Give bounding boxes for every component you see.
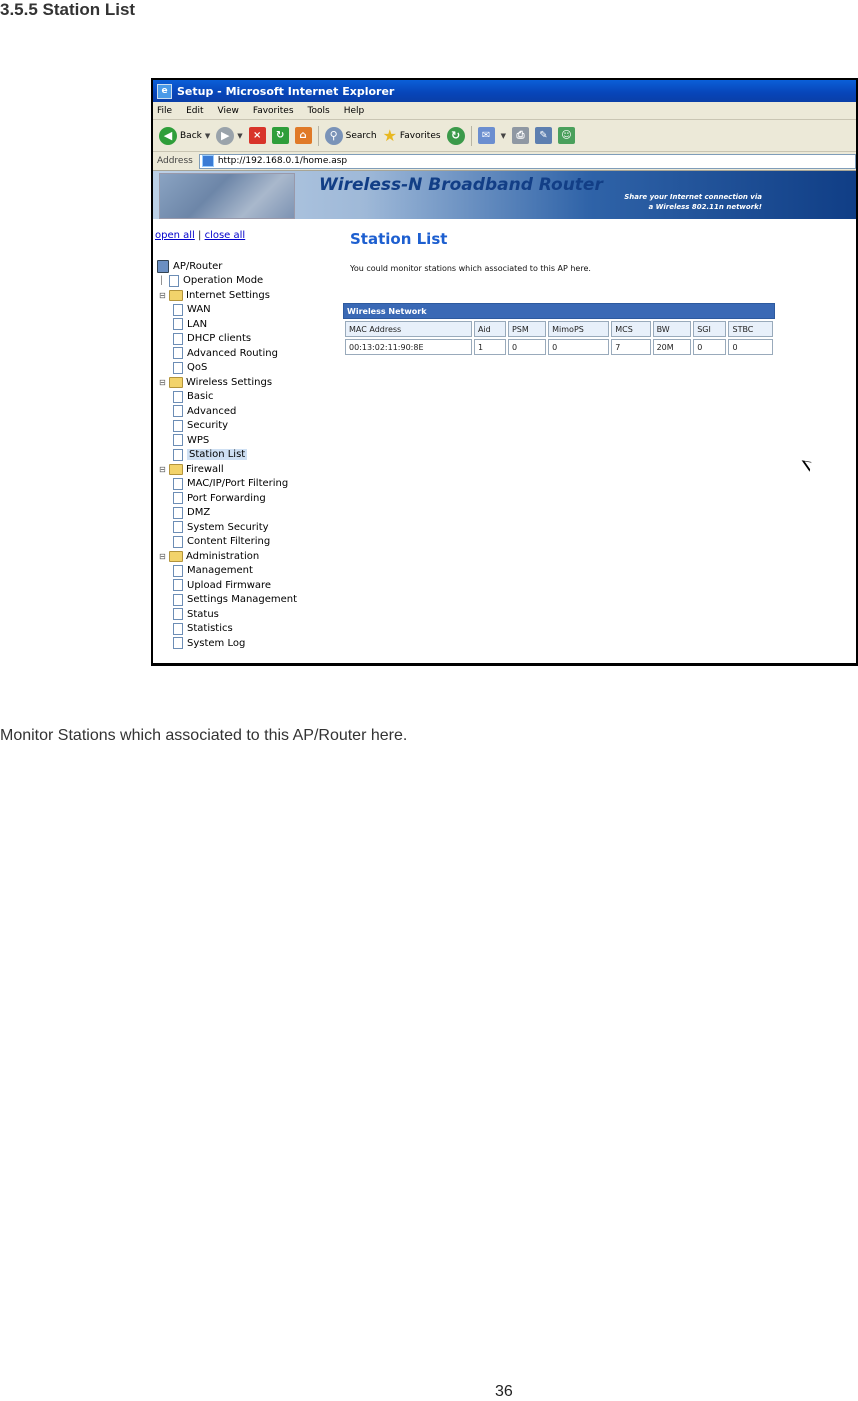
tree-item[interactable] <box>155 332 340 347</box>
tree-item[interactable] <box>155 303 340 318</box>
document-icon <box>173 405 183 417</box>
tree-label: Wireless Settings <box>186 376 273 388</box>
column-header: PSM <box>508 321 546 337</box>
tree-item[interactable] <box>155 274 340 289</box>
folder-icon <box>169 464 183 475</box>
tree-item[interactable] <box>155 361 340 376</box>
table-cell: 00:13:02:11:90:8E <box>345 339 472 355</box>
menu-edit[interactable]: Edit <box>186 105 204 116</box>
tree-root[interactable] <box>155 259 340 274</box>
document-icon <box>173 318 183 330</box>
document-icon <box>173 391 183 403</box>
document-icon <box>173 362 183 374</box>
back-button[interactable] <box>159 127 210 145</box>
close-all-link[interactable]: close all <box>204 230 246 241</box>
table-caption: Wireless Network <box>343 303 775 319</box>
tree-label: Internet Settings <box>186 289 270 301</box>
tree-folder[interactable] <box>155 288 340 303</box>
tree-label: Status <box>187 608 219 620</box>
search-icon: ⚲ <box>325 127 343 145</box>
stop-icon[interactable]: × <box>249 127 266 144</box>
tree-label: WPS <box>187 434 210 446</box>
star-icon: ★ <box>382 126 397 145</box>
tree-label: Content Filtering <box>187 536 271 548</box>
document-icon <box>173 637 183 649</box>
document-icon <box>173 449 183 461</box>
table-cell: 0 <box>693 339 726 355</box>
tree-item[interactable] <box>155 607 340 622</box>
toolbar-separator <box>471 126 472 146</box>
document-icon <box>169 275 179 287</box>
tree-links <box>155 230 340 241</box>
document-icon <box>173 579 183 591</box>
document-icon <box>173 608 183 620</box>
dropdown-arrow-icon: ▼ <box>237 131 243 140</box>
tree-label: MAC/IP/Port Filtering <box>187 478 289 490</box>
menu-file[interactable]: File <box>157 105 173 116</box>
tree-item[interactable] <box>155 578 340 593</box>
tree-line-icon: │ <box>159 276 164 286</box>
favorites-button[interactable] <box>383 126 441 145</box>
tree-label: System Log <box>187 637 246 649</box>
tree-label: Advanced <box>187 405 237 417</box>
tree-folder[interactable] <box>155 375 340 390</box>
table-header-row <box>345 321 773 337</box>
tree-item[interactable] <box>155 520 340 535</box>
address-bar <box>153 152 856 171</box>
banner-title: Wireless-N Broadband Router <box>319 175 603 195</box>
toolbar <box>153 120 856 152</box>
back-arrow-icon: ◀ <box>159 127 177 145</box>
document-icon <box>173 594 183 606</box>
table-cell: 0 <box>548 339 609 355</box>
column-header: MCS <box>611 321 650 337</box>
document-icon <box>173 420 183 432</box>
table-cell: 7 <box>611 339 650 355</box>
table-cell: 0 <box>508 339 546 355</box>
edit-icon[interactable]: ✎ <box>535 127 552 144</box>
banner-photo <box>159 173 295 219</box>
document-icon <box>173 492 183 504</box>
table-cell: 0 <box>728 339 773 355</box>
document-icon <box>173 478 183 490</box>
tree-label: Operation Mode <box>183 275 264 287</box>
messenger-icon[interactable]: ☺ <box>558 127 575 144</box>
page-title: Station List <box>350 230 448 248</box>
column-header: Aid <box>474 321 506 337</box>
tree-item[interactable] <box>155 404 340 419</box>
tree-item[interactable] <box>155 564 340 579</box>
column-header: BW <box>653 321 692 337</box>
banner-tagline: Share your Internet connection via <box>624 193 762 201</box>
column-header: MAC Address <box>345 321 472 337</box>
column-header: SGI <box>693 321 726 337</box>
dropdown-arrow-icon: ▼ <box>500 131 506 140</box>
station-table <box>343 303 775 357</box>
tree-label: LAN <box>187 318 208 330</box>
back-label: Back <box>180 130 202 141</box>
tree-label: Upload Firmware <box>187 579 272 591</box>
document-icon <box>173 623 183 635</box>
home-icon[interactable]: ⌂ <box>295 127 312 144</box>
toolbar-separator <box>318 126 319 146</box>
document-icon <box>173 304 183 316</box>
tree-item[interactable] <box>155 419 340 434</box>
tree-label: Advanced Routing <box>187 347 278 359</box>
tree-label: DMZ <box>187 507 211 519</box>
folder-icon <box>169 290 183 301</box>
document-icon <box>173 333 183 345</box>
computer-icon <box>157 260 169 273</box>
tree-label: Port Forwarding <box>187 492 266 504</box>
tree-label: System Security <box>187 521 269 533</box>
document-icon <box>173 536 183 548</box>
tree-item[interactable] <box>155 477 340 492</box>
tree-item[interactable] <box>155 317 340 332</box>
tree-label: Settings Management <box>187 594 298 606</box>
page-description: You could monitor stations which associated to this AP here. <box>350 264 591 273</box>
tree-item[interactable] <box>155 636 340 651</box>
expand-icon: ⊟ <box>159 290 166 300</box>
tree-item[interactable] <box>155 433 340 448</box>
search-button[interactable] <box>325 127 377 145</box>
tree-label: Management <box>187 565 253 577</box>
tree-label: Basic <box>187 391 214 403</box>
banner-tagline: a Wireless 802.11n network! <box>648 203 762 211</box>
expand-icon: ⊟ <box>159 551 166 561</box>
folder-icon <box>169 377 183 388</box>
page-number: 36 <box>495 1383 513 1400</box>
router-banner <box>153 171 856 219</box>
figure-caption: Monitor Stations which associated to this AP/Router here. <box>0 727 408 744</box>
window-title-bar <box>153 80 856 102</box>
address-label: Address <box>157 156 193 166</box>
print-icon[interactable]: ⎙ <box>512 127 529 144</box>
tree-label: DHCP clients <box>187 333 252 345</box>
expand-icon: ⊟ <box>159 464 166 474</box>
document-icon <box>173 565 183 577</box>
tree-item[interactable] <box>155 535 340 550</box>
column-header: MimoPS <box>548 321 609 337</box>
tree-label: Statistics <box>187 623 233 635</box>
menu-help[interactable]: Help <box>343 105 365 116</box>
tree-item[interactable] <box>155 506 340 521</box>
open-all-link[interactable]: open all <box>155 230 195 241</box>
table-cell: 20M <box>653 339 692 355</box>
tree-label: QoS <box>187 362 208 374</box>
address-value: http://192.168.0.1/home.asp <box>217 156 348 166</box>
tree-label: Security <box>187 420 229 432</box>
document-icon <box>173 521 183 533</box>
menu-bar <box>153 102 856 120</box>
browser-screenshot <box>151 78 858 666</box>
column-header: STBC <box>728 321 773 337</box>
page-icon <box>202 155 214 167</box>
tree-item-selected[interactable] <box>155 448 340 463</box>
search-label: Search <box>345 130 377 141</box>
document-icon <box>173 507 183 519</box>
tree-item[interactable] <box>155 622 340 637</box>
tree-item[interactable] <box>155 390 340 405</box>
nav-tree <box>155 230 340 651</box>
tree-label: Station List <box>189 449 246 461</box>
mail-icon[interactable]: ✉ <box>478 127 495 144</box>
address-field[interactable] <box>199 154 856 169</box>
menu-tools[interactable]: Tools <box>307 105 330 116</box>
document-icon <box>173 347 183 359</box>
tree-item[interactable] <box>155 593 340 608</box>
refresh-icon[interactable]: ↻ <box>272 127 289 144</box>
menu-view[interactable]: View <box>217 105 239 116</box>
forward-arrow-icon: ▶ <box>216 127 234 145</box>
internet-explorer-icon: e <box>157 84 172 99</box>
expand-icon: ⊟ <box>159 377 166 387</box>
link-separator: | <box>198 230 202 241</box>
tree-folder[interactable] <box>155 549 340 564</box>
dropdown-arrow-icon: ▼ <box>204 131 211 140</box>
section-heading: 3.5.5 Station List <box>0 0 136 19</box>
history-icon[interactable]: ↻ <box>447 127 465 145</box>
table-row <box>345 339 773 355</box>
tree-label: Firewall <box>186 463 224 475</box>
tree-label: AP/Router <box>173 260 223 272</box>
tree-label: Administration <box>186 550 260 562</box>
favorites-label: Favorites <box>399 130 441 141</box>
tree-folder[interactable] <box>155 462 340 477</box>
folder-icon <box>169 551 183 562</box>
table-cell: 1 <box>474 339 506 355</box>
tree-label: WAN <box>187 304 211 316</box>
menu-favorites[interactable]: Favorites <box>252 105 294 116</box>
window-title: Setup - Microsoft Internet Explorer <box>177 84 395 98</box>
forward-button[interactable] <box>216 127 242 145</box>
tree-item[interactable] <box>155 491 340 506</box>
document-icon <box>173 434 183 446</box>
tree-item[interactable] <box>155 346 340 361</box>
